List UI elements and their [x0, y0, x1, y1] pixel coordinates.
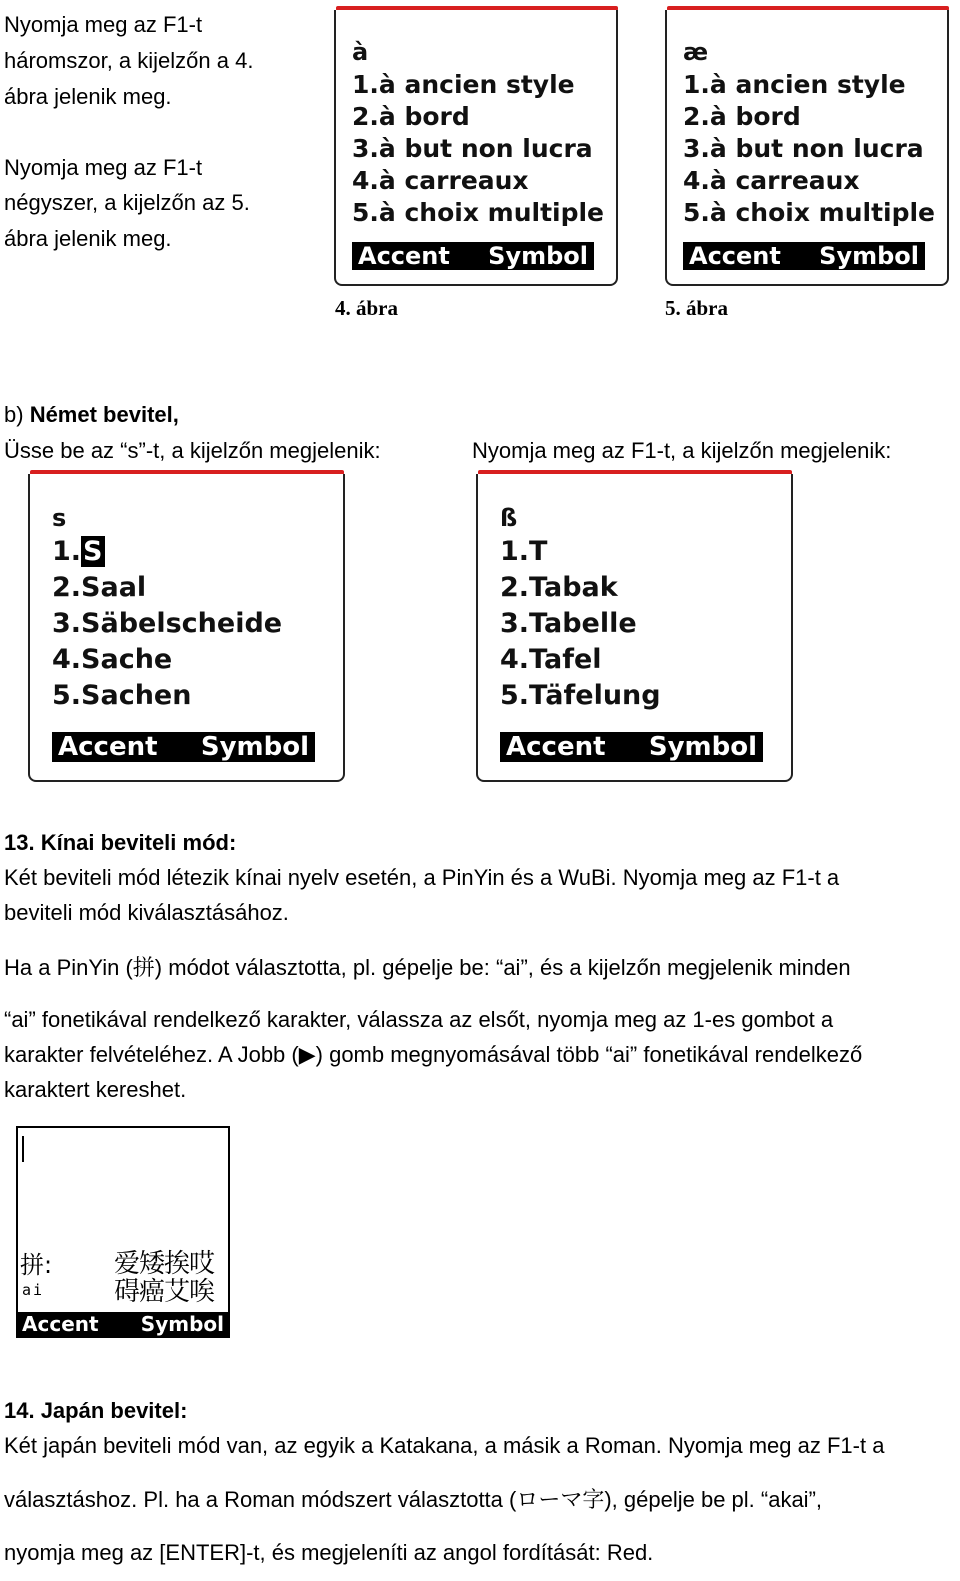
screen-item: 5.Täfelung — [500, 680, 661, 711]
screen-item: 3.à but non lucra — [352, 134, 593, 163]
screen-header: æ — [683, 38, 709, 66]
intro-line: négyszer, a kijelzőn az 5. — [4, 190, 250, 215]
softkey-accent: Accent — [58, 732, 158, 762]
softkey-symbol: Symbol — [819, 242, 919, 270]
screen-item: 2.à bord — [352, 102, 470, 131]
screen-item: 3.Säbelscheide — [52, 608, 283, 639]
softkey-bar — [500, 732, 763, 762]
screen-item: 4.Sache — [52, 644, 173, 675]
heading-prefix: b) — [4, 402, 30, 427]
figure-caption: 4. ábra — [335, 296, 398, 320]
intro-line: Nyomja meg az F1-t — [4, 155, 203, 180]
german-screen-eszett — [476, 474, 793, 782]
screen-item: 4.à carreaux — [352, 166, 529, 195]
screen-item: 2.à bord — [683, 102, 801, 131]
item-number: 1. — [52, 536, 82, 567]
screen-item: 3.Tabelle — [500, 608, 637, 639]
figure-5-screen — [665, 10, 949, 286]
figure-caption: 5. ábra — [665, 296, 728, 320]
text-cursor — [22, 1136, 24, 1162]
figure-4-screen — [334, 10, 618, 286]
softkey-bar — [352, 242, 594, 270]
german-left-caption: Üsse be az “s”-t, a kijelzőn megjelenik: — [4, 438, 381, 463]
intro-line: háromszor, a kijelzőn a 4. — [4, 48, 254, 73]
softkey-bar — [18, 1312, 228, 1336]
softkey-symbol: Symbol — [140, 1312, 224, 1336]
screen-item: 1.T — [500, 536, 548, 567]
softkey-accent: Accent — [22, 1312, 99, 1336]
intro-line: ábra jelenik meg. — [4, 226, 172, 251]
screen-item: 3.à but non lucra — [683, 134, 924, 163]
softkey-accent: Accent — [689, 242, 781, 270]
paragraph-line: karaktert kereshet. — [4, 1077, 187, 1102]
highlighted-char: S — [83, 536, 103, 567]
pinyin-input: ai — [22, 1281, 45, 1299]
chinese-input-screen — [16, 1126, 230, 1338]
german-right-caption: Nyomja meg az F1-t, a kijelzőn megjelenik: — [472, 438, 892, 463]
pinyin-mode-label: 拼: — [20, 1251, 53, 1279]
heading-bold: Német bevitel, — [29, 402, 179, 427]
screen-header: s — [52, 504, 67, 532]
screen-item: 4.à carreaux — [683, 166, 860, 195]
paragraph-line: beviteli mód kiválasztásához. — [4, 900, 289, 925]
intro-line: Nyomja meg az F1-t — [4, 12, 203, 37]
screen-header: à — [352, 38, 369, 66]
intro-line: ábra jelenik meg. — [4, 84, 172, 109]
screen-item: 1.à ancien style — [683, 70, 906, 99]
softkey-symbol: Symbol — [200, 732, 309, 762]
candidate-row: 碍癌艾唉 — [114, 1277, 215, 1307]
paragraph-line: Ha a PinYin (拼) módot választotta, pl. gépelje be: “ai”, és a kijelzőn megjelenik minden — [4, 955, 851, 980]
softkey-accent: Accent — [358, 242, 450, 270]
candidate-row: 爱矮挨哎 — [114, 1249, 215, 1279]
paragraph-line: nyomja meg az [ENTER]-t, és megjeleníti az angol fordítását: Red. — [4, 1540, 654, 1565]
softkey-symbol: Symbol — [648, 732, 757, 762]
screen-item: 5.Sachen — [52, 680, 192, 711]
section-heading — [4, 402, 179, 428]
screen-item: 2.Saal — [52, 572, 147, 603]
screen-item: 5.à choix multiple — [352, 198, 605, 227]
german-screen-s — [28, 474, 345, 782]
screen-item: 5.à choix multiple — [683, 198, 936, 227]
section-heading-japanese: 14. Japán bevitel: — [4, 1398, 188, 1423]
section-heading-chinese: 13. Kínai beviteli mód: — [4, 830, 237, 855]
paragraph-line: karakter felvételéhez. A Jobb (▶) gomb megnyomásával több “ai” fonetikával rendelkező — [4, 1042, 863, 1067]
paragraph-line: Két beviteli mód létezik kínai nyelv esetén, a PinYin és a WuBi. Nyomja meg az F1-t a — [4, 865, 840, 890]
paragraph-line: választáshoz. Pl. ha a Roman módszert választotta (ローマ字), gépelje be pl. “akai”, — [4, 1487, 823, 1512]
softkey-bar — [52, 732, 315, 762]
softkey-accent: Accent — [506, 732, 606, 762]
softkey-bar — [683, 242, 925, 270]
screen-item: 1.à ancien style — [352, 70, 575, 99]
screen-item: 2.Tabak — [500, 572, 618, 603]
softkey-symbol: Symbol — [488, 242, 588, 270]
paragraph-line: “ai” fonetikával rendelkező karakter, válassza az elsőt, nyomja meg az 1-es gombot a — [4, 1007, 834, 1032]
screen-item: 4.Tafel — [500, 644, 602, 675]
screen-header: ß — [500, 504, 518, 532]
paragraph-line: Két japán beviteli mód van, az egyik a Katakana, a másik a Roman. Nyomja meg az F1-t a — [4, 1433, 885, 1458]
screen-item — [52, 536, 105, 567]
